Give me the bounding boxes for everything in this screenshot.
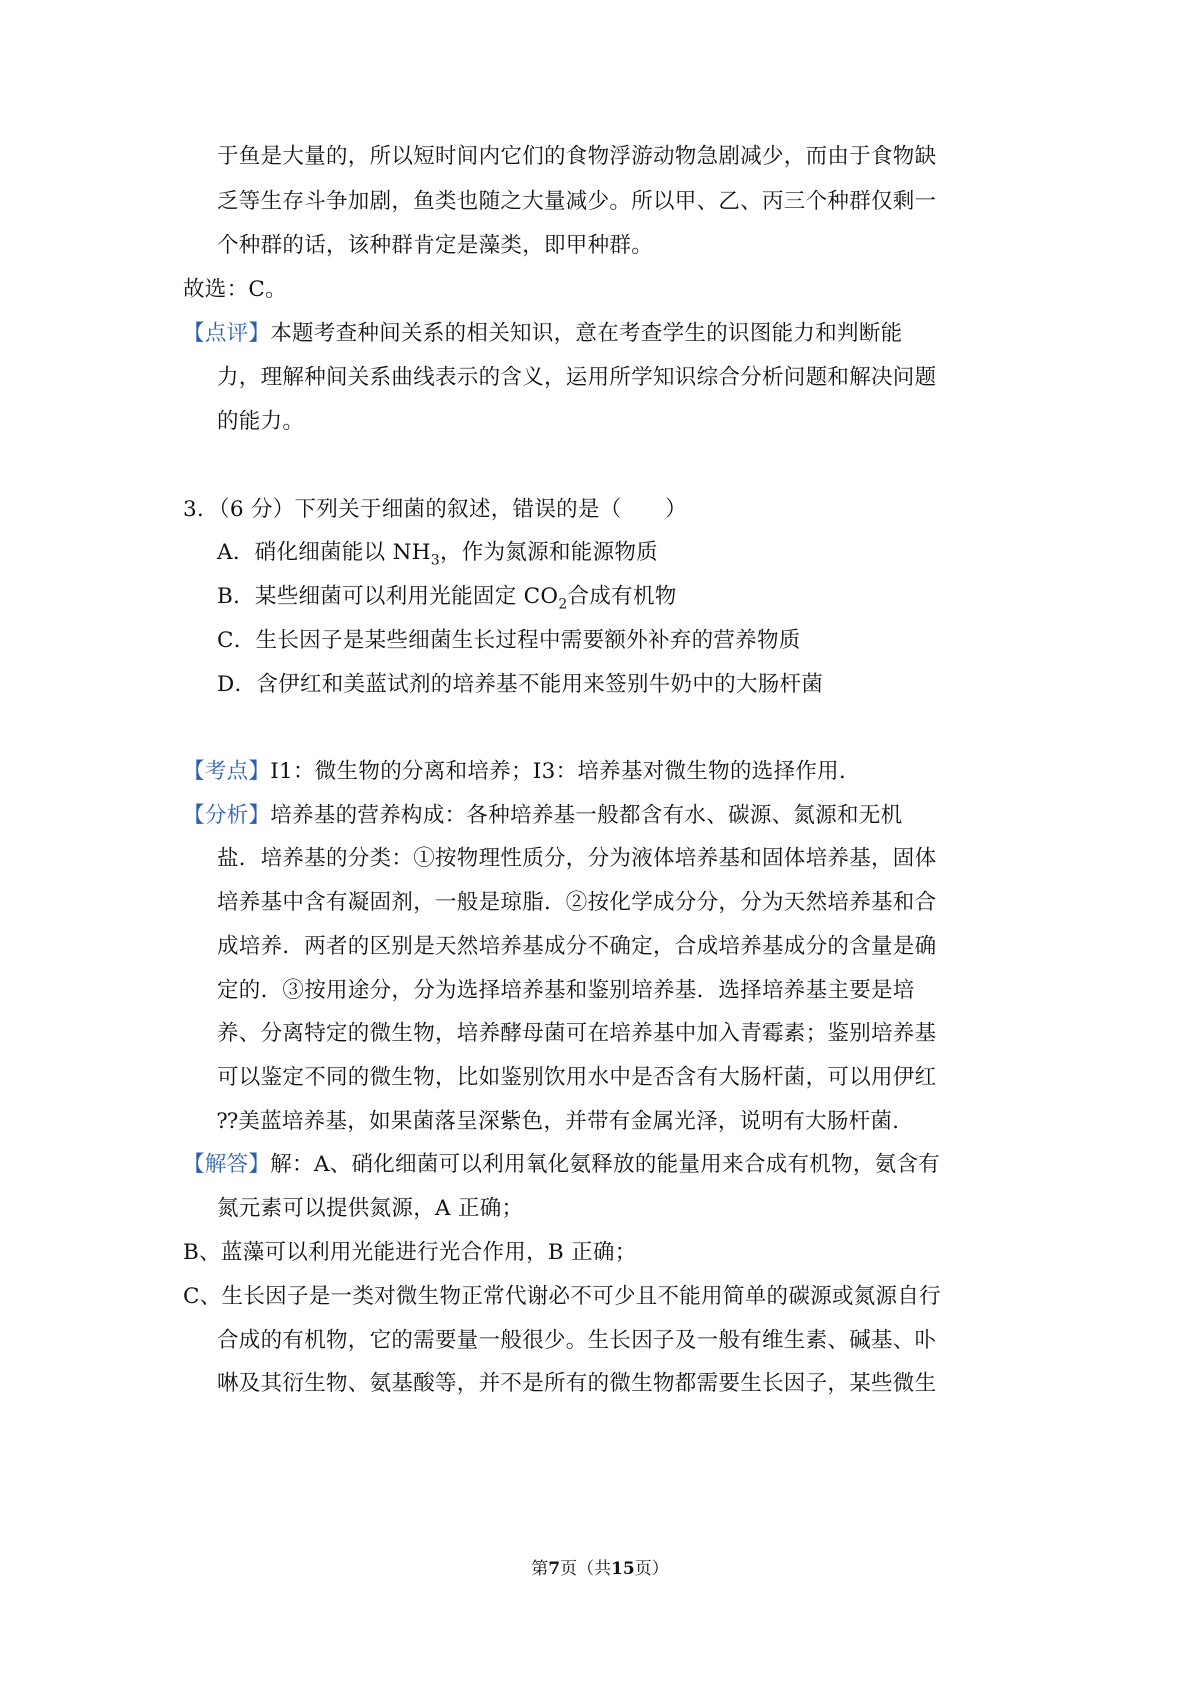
analysis-line: 定的．③按用途分，分为选择培养基和鉴别培养基．选择培养基主要是培 bbox=[217, 978, 915, 1003]
answer-line-c: C、生长因子是一类对微生物正常代谢必不可少且不能用简单的碳源或氮源自行 bbox=[183, 1284, 941, 1309]
question-stem bbox=[183, 494, 687, 526]
option-letter: C． bbox=[217, 628, 256, 653]
analysis-line: 培养基中含有凝固剂，一般是琼脂．②按化学成分分，分为天然培养基和合 bbox=[217, 890, 937, 915]
tag-bracket-open: 【 bbox=[183, 321, 205, 346]
explanation-line: 个种群的话，该种群肯定是藻类，即甲种群。 bbox=[217, 233, 654, 258]
answer-choice: 故选：C。 bbox=[183, 277, 287, 302]
footer-prefix: 第 bbox=[531, 1559, 549, 1579]
answer-line-c: 啉及其衍生物、氨基酸等，并不是所有的微生物都需要生长因子，某些微生 bbox=[217, 1371, 937, 1396]
option-text: 生长因子是某些细菌生长过程中需要额外补弃的营养物质 bbox=[255, 628, 801, 653]
answer-line bbox=[183, 1149, 940, 1181]
comment-tag: 点评 bbox=[204, 321, 249, 346]
kaodian-text: I1：微生物的分离和培养；I3：培养基对微生物的选择作用． bbox=[270, 759, 861, 784]
tag-bracket-close: 】 bbox=[248, 321, 271, 346]
answer-line-b: B、蓝藻可以利用光能进行光合作用，B 正确； bbox=[183, 1240, 637, 1265]
option-b bbox=[217, 581, 677, 613]
option-text: 某些细菌可以利用光能固定 CO bbox=[254, 584, 559, 609]
option-letter: D． bbox=[217, 672, 257, 697]
explanation-line: 于鱼是大量的，所以短时间内它们的食物浮游动物急剧减少，而由于食物缺 bbox=[217, 144, 937, 169]
tag-bracket-open: 【 bbox=[183, 1152, 205, 1177]
kaodian-line bbox=[183, 756, 861, 788]
option-letter: A． bbox=[217, 540, 255, 565]
explanation-line: 乏等生存斗争加剧，鱼类也随之大量减少。所以甲、乙、丙三个种群仅剩一 bbox=[217, 189, 937, 214]
comment-text: 本题考查种间关系的相关知识，意在考查学生的识图能力和判断能 bbox=[270, 321, 903, 346]
comment-line: 的能力。 bbox=[217, 409, 305, 434]
option-c bbox=[217, 625, 801, 657]
answer-text: 解：A、硝化细菌可以利用氧化氨释放的能量用来合成有机物，氨含有 bbox=[270, 1152, 941, 1177]
option-letter: B． bbox=[217, 584, 255, 609]
option-a bbox=[217, 537, 658, 569]
total-pages: 15 bbox=[611, 1559, 635, 1579]
question-number: 3． bbox=[183, 497, 219, 522]
tag-bracket-open: 【 bbox=[183, 803, 205, 828]
tag-bracket-close: 】 bbox=[248, 803, 271, 828]
page-number: 7 bbox=[548, 1559, 561, 1579]
kaodian-tag: 考点 bbox=[204, 759, 249, 784]
analysis-text: 培养基的营养构成：各种培养基一般都含有水、碳源、氮源和无机 bbox=[270, 803, 903, 828]
answer-line-c: 合成的有机物，它的需要量一般很少。生长因子及一般有维生素、碱基、卟 bbox=[217, 1328, 937, 1353]
answer-line: 氮元素可以提供氮源，A 正确； bbox=[217, 1196, 524, 1221]
analysis-line: 可以鉴定不同的微生物，比如鉴别饮用水中是否含有大肠杆菌，可以用伊红 bbox=[217, 1065, 937, 1090]
analysis-tag: 分析 bbox=[204, 803, 249, 828]
page-footer bbox=[0, 1557, 1200, 1581]
answer-tag: 解答 bbox=[204, 1152, 249, 1177]
option-text: 硝化细菌能以 NH bbox=[254, 540, 431, 565]
comment-line: 力，理解种间关系曲线表示的含义，运用所学知识综合分析问题和解决问题 bbox=[217, 365, 937, 390]
option-d bbox=[217, 669, 823, 701]
question-text: （6 分）下列关于细菌的叙述，错误的是（ ） bbox=[218, 497, 687, 522]
comment-line bbox=[183, 318, 902, 350]
tag-bracket-open: 【 bbox=[183, 759, 205, 784]
option-text: 含伊红和美蓝试剂的培养基不能用来签别牛奶中的大肠杆菌 bbox=[256, 672, 824, 697]
option-text-tail: 合成有机物 bbox=[567, 584, 677, 609]
analysis-line: 养、分离特定的微生物，培养酵母菌可在培养基中加入青霉素；鉴别培养基 bbox=[217, 1021, 937, 1046]
analysis-line: 盐．培养基的分类：①按物理性质分，分为液体培养基和固体培养基，固体 bbox=[217, 846, 937, 871]
tag-bracket-close: 】 bbox=[248, 759, 271, 784]
footer-suffix: 页） bbox=[634, 1559, 669, 1579]
analysis-line bbox=[183, 800, 902, 832]
option-subscript: 3 bbox=[430, 552, 440, 569]
analysis-line: ⁇美蓝培养基，如果菌落呈深紫色，并带有金属光泽，说明有大肠杆菌． bbox=[217, 1109, 915, 1134]
footer-middle: 页（共 bbox=[560, 1559, 612, 1579]
option-text-tail: ，作为氮源和能源物质 bbox=[439, 540, 658, 565]
tag-bracket-close: 】 bbox=[248, 1152, 271, 1177]
analysis-line: 成培养．两者的区别是天然培养基成分不确定，合成培养基成分的含量是确 bbox=[217, 934, 937, 959]
option-subscript: 2 bbox=[558, 596, 568, 613]
